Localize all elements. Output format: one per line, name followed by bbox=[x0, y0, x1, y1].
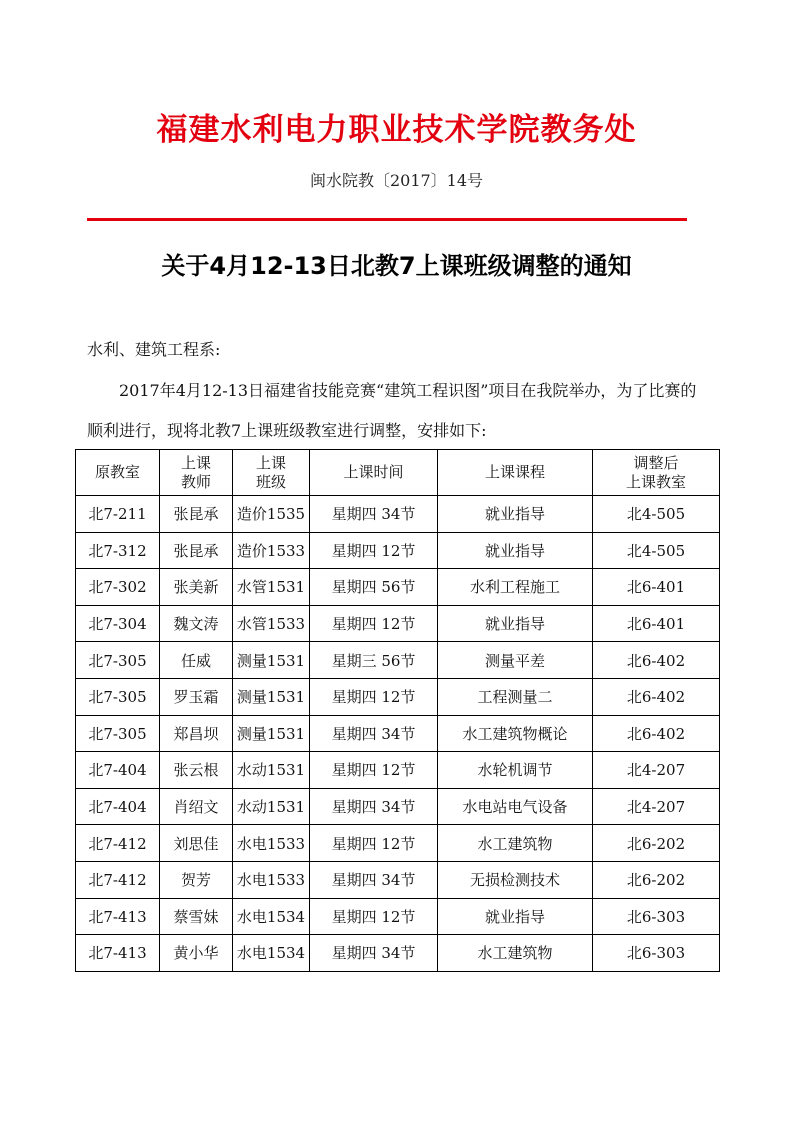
cell-new-room: 北6-402 bbox=[593, 715, 720, 752]
header-class-line1: 上课 bbox=[255, 453, 286, 472]
cell-class: 测量1531 bbox=[233, 715, 310, 752]
cell-time: 星期四 34节 bbox=[310, 496, 438, 533]
table-row bbox=[76, 569, 720, 606]
cell-new-room: 北6-401 bbox=[593, 569, 720, 606]
document-number: 闽水院教〔2017〕14号 bbox=[309, 171, 484, 190]
cell-new-room: 北4-505 bbox=[593, 496, 720, 533]
header-original-room: 原教室 bbox=[76, 450, 160, 496]
table-row bbox=[76, 935, 720, 972]
cell-time: 星期四 56节 bbox=[310, 569, 438, 606]
table-row bbox=[76, 752, 720, 789]
notice-body: 2017年4月12-13日福建省技能竞赛“建筑工程识图”项目在我院举办，为了比赛的顺利进行，现将北教7上课班级教室进行调整，安排如下: bbox=[87, 381, 697, 440]
cell-course: 水工建筑物概论 bbox=[438, 715, 593, 752]
cell-course: 工程测量二 bbox=[438, 678, 593, 715]
header-class-line2: 班级 bbox=[255, 472, 286, 491]
cell-new-room: 北6-402 bbox=[593, 642, 720, 679]
cell-course: 就业指导 bbox=[438, 532, 593, 569]
cell-teacher: 张美新 bbox=[160, 569, 233, 606]
cell-time: 星期四 12节 bbox=[310, 825, 438, 862]
cell-class: 水电1533 bbox=[233, 825, 310, 862]
header-teacher-line2: 教师 bbox=[180, 472, 211, 491]
cell-class: 造价1535 bbox=[233, 496, 310, 533]
cell-original-room: 北7-305 bbox=[76, 715, 160, 752]
table-row bbox=[76, 788, 720, 825]
table-row bbox=[76, 825, 720, 862]
cell-teacher: 蔡雪妹 bbox=[160, 898, 233, 935]
cell-class: 水电1534 bbox=[233, 935, 310, 972]
table-body bbox=[76, 496, 720, 972]
header-new-room-line1: 调整后 bbox=[633, 453, 679, 472]
table-header-row bbox=[76, 450, 720, 496]
header-course: 上课课程 bbox=[438, 450, 593, 496]
cell-time: 星期四 12节 bbox=[310, 898, 438, 935]
cell-teacher: 任威 bbox=[160, 642, 233, 679]
cell-teacher: 张云根 bbox=[160, 752, 233, 789]
cell-teacher: 罗玉霜 bbox=[160, 678, 233, 715]
cell-new-room: 北6-402 bbox=[593, 678, 720, 715]
cell-class: 水电1533 bbox=[233, 861, 310, 898]
cell-class: 水电1534 bbox=[233, 898, 310, 935]
table-row bbox=[76, 898, 720, 935]
cell-class: 造价1533 bbox=[233, 532, 310, 569]
cell-teacher: 郑昌坝 bbox=[160, 715, 233, 752]
cell-course: 水工建筑物 bbox=[438, 935, 593, 972]
cell-time: 星期三 56节 bbox=[310, 642, 438, 679]
schedule-table bbox=[75, 449, 720, 972]
cell-original-room: 北7-211 bbox=[76, 496, 160, 533]
header-class bbox=[233, 450, 310, 496]
cell-time: 星期四 12节 bbox=[310, 532, 438, 569]
cell-time: 星期四 12节 bbox=[310, 752, 438, 789]
cell-original-room: 北7-404 bbox=[76, 788, 160, 825]
header-time: 上课时间 bbox=[310, 450, 438, 496]
cell-teacher: 魏文涛 bbox=[160, 605, 233, 642]
cell-time: 星期四 12节 bbox=[310, 605, 438, 642]
cell-original-room: 北7-413 bbox=[76, 898, 160, 935]
cell-new-room: 北4-505 bbox=[593, 532, 720, 569]
cell-original-room: 北7-412 bbox=[76, 861, 160, 898]
cell-course: 无损检测技术 bbox=[438, 861, 593, 898]
cell-new-room: 北6-303 bbox=[593, 935, 720, 972]
cell-teacher: 贺芳 bbox=[160, 861, 233, 898]
cell-original-room: 北7-413 bbox=[76, 935, 160, 972]
header-new-room bbox=[593, 450, 720, 496]
header-new-room-line2: 上课教室 bbox=[625, 472, 686, 491]
cell-new-room: 北6-401 bbox=[593, 605, 720, 642]
cell-original-room: 北7-404 bbox=[76, 752, 160, 789]
header-teacher bbox=[160, 450, 233, 496]
table-row bbox=[76, 642, 720, 679]
cell-original-room: 北7-305 bbox=[76, 642, 160, 679]
cell-original-room: 北7-412 bbox=[76, 825, 160, 862]
cell-teacher: 黄小华 bbox=[160, 935, 233, 972]
addressee: 水利、建筑工程系: bbox=[87, 340, 221, 359]
cell-original-room: 北7-304 bbox=[76, 605, 160, 642]
cell-new-room: 北6-202 bbox=[593, 825, 720, 862]
header-teacher-line1: 上课 bbox=[180, 453, 211, 472]
cell-time: 星期四 12节 bbox=[310, 678, 438, 715]
cell-course: 水电站电气设备 bbox=[438, 788, 593, 825]
cell-class: 水动1531 bbox=[233, 752, 310, 789]
notice-title: 关于4月12-13日北教7上课班级调整的通知 bbox=[161, 252, 632, 280]
org-title: 福建水利电力职业技术学院教务处 bbox=[156, 112, 637, 148]
cell-course: 就业指导 bbox=[438, 605, 593, 642]
cell-original-room: 北7-312 bbox=[76, 532, 160, 569]
table-row bbox=[76, 532, 720, 569]
cell-teacher: 刘思佳 bbox=[160, 825, 233, 862]
cell-class: 水动1531 bbox=[233, 788, 310, 825]
cell-course: 测量平差 bbox=[438, 642, 593, 679]
cell-original-room: 北7-305 bbox=[76, 678, 160, 715]
cell-original-room: 北7-302 bbox=[76, 569, 160, 606]
table-row bbox=[76, 715, 720, 752]
cell-new-room: 北6-202 bbox=[593, 861, 720, 898]
cell-new-room: 北4-207 bbox=[593, 752, 720, 789]
cell-course: 水工建筑物 bbox=[438, 825, 593, 862]
table-row bbox=[76, 496, 720, 533]
cell-time: 星期四 34节 bbox=[310, 715, 438, 752]
cell-teacher: 肖绍文 bbox=[160, 788, 233, 825]
cell-course: 水利工程施工 bbox=[438, 569, 593, 606]
cell-new-room: 北6-303 bbox=[593, 898, 720, 935]
cell-time: 星期四 34节 bbox=[310, 788, 438, 825]
table-row bbox=[76, 678, 720, 715]
cell-course: 就业指导 bbox=[438, 496, 593, 533]
cell-time: 星期四 34节 bbox=[310, 935, 438, 972]
cell-class: 测量1531 bbox=[233, 642, 310, 679]
cell-teacher: 张昆承 bbox=[160, 496, 233, 533]
cell-class: 测量1531 bbox=[233, 678, 310, 715]
cell-class: 水管1531 bbox=[233, 569, 310, 606]
cell-time: 星期四 34节 bbox=[310, 861, 438, 898]
cell-course: 就业指导 bbox=[438, 898, 593, 935]
cell-new-room: 北4-207 bbox=[593, 788, 720, 825]
red-divider bbox=[87, 218, 687, 221]
cell-course: 水轮机调节 bbox=[438, 752, 593, 789]
table-row bbox=[76, 861, 720, 898]
cell-teacher: 张昆承 bbox=[160, 532, 233, 569]
table-row bbox=[76, 605, 720, 642]
cell-class: 水管1533 bbox=[233, 605, 310, 642]
